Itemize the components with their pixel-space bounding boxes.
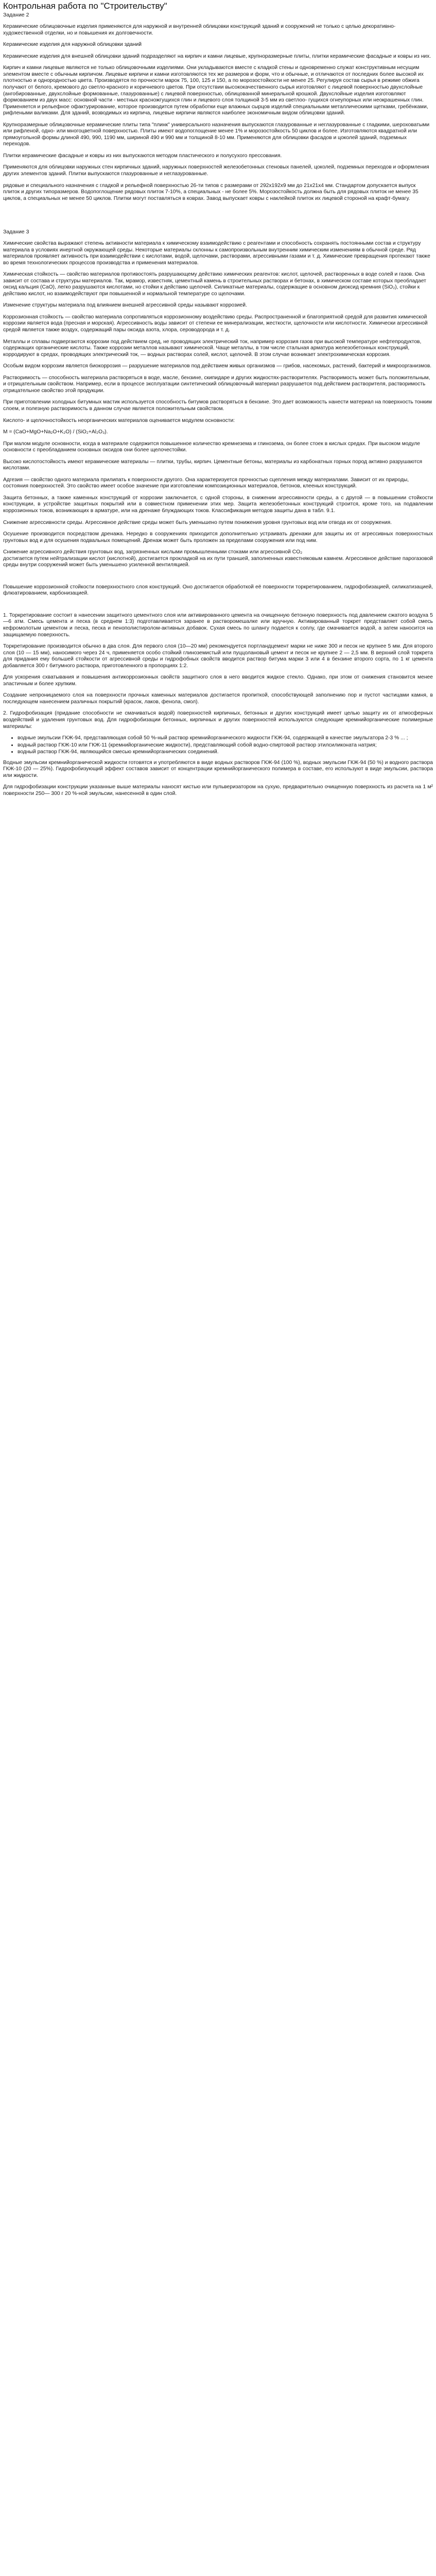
paragraph: Защита бетонных, а также каменных конструкций от коррозии заключается, с одной стороны, в снижении агрессивности среды, а с другой — в повышении стойкости конструкции, в устройстве защитных покрытий или в совместном применении этих мер. Защита железобетонных конструкций строится, кроме того, на подавлении коррозионных токов, возникающих в арматуре, или на дренаже блуждающих токов. Классификация методов защиты дана в табл. 9.1. xyxy=(3,495,433,514)
paragraph: Водные эмульсии кремнийорганической жидкости готовятся и употребляются в виде водных растворов ГКЖ-94 (100 %), водных эмульсии ГКЖ-94 (50 %) и водного раствора ГКЖ-10 (20 — 25%). Гидрофобизующий эффект составов зависит от концентрации кремнийорганического полимера в составе, его используют в виде эмульсии, раствора или жидкости. xyxy=(3,759,433,778)
materials-list xyxy=(3,735,433,756)
vertical-gap xyxy=(3,602,433,613)
section-heading: Задание 3 xyxy=(3,229,29,235)
paragraph: Керамические изделия для наружной облицовки зданий xyxy=(3,42,142,48)
paragraph: достигается путем нейтрализации кислот (кислотной), достигается прокладкой на их пути траншей, заполненных известняковым камнем. Агрессивное действие парогазовой среды внутри сооружений может быть уменьшено усиленной вентиляцией. xyxy=(3,555,433,568)
paragraph: рядовые и специального назначения с гладкой и рельефной поверхностью 26-ти типов с размерами от 292x192x9 мм до 21x21x4 мм. Стандартом допускается выпуск плиток и других типоразмеров. Водопоглощение рядовых плиток 7-10%, а специальных - не более 5%. Морозостойкость должна быть для рядовых плиток не менее 35 циклов, а специальных не менее 50 циклов. Плитки могут поставляться в коврах. Завод выпускает ковры с наклейкой плиток их лицевой стороной на крафт-бумагу. xyxy=(3,182,418,201)
paragraph: Керамические облицовочные изделия применяются для наружной и внутренней облицовки конструкций зданий и сооружений не только с целью декоративно-художественной отделки, но и повышения их долговечности. xyxy=(3,24,396,36)
paragraph: Адгезия — свойство одного материала прилипать к поверхности другого. Она характеризуется прочностью сцепления между материалами. Зависит от их природы, состояния поверхностей. Это свойство имеет особое значение при изготовлении композиционных материалов, бетонов, клееных конструкций. xyxy=(3,477,409,489)
paragraph: Снижение агрессивности среды. Агрессивное действие среды может быть уменьшено путем понижения уровня грунтовых вод или отвода их от сооружения. xyxy=(3,519,392,526)
paragraph: 2. Гидрофобизация (придание способности не смачиваться водой) поверхностей кирпичных, бетонных и других конструкций имеет целью защиту их от атмосферных воздействий и удаления грунтовых вод. Для гидрофобизации бетонных, кирпичных и других поверхностей используются следующие кремнийорганические полимерные материалы: xyxy=(3,710,433,730)
paragraph: Химические свойства выражают степень активности материала к химическому взаимодействию с реагентами и способность сохранять постоянными состав и структуру материала в условиях инертной окружающей среды. Некоторые материалы склонны к самопроизвольным внутренним химическим изменениям в обычной среде. Ряд материалов проявляет активность при взаимодействии с кислотами, водой, щелочами, растворами, агрессивными газами и т. д. Химические превращения протекают также во время технологических процессов производства и применения материалов. xyxy=(3,241,430,266)
paragraph: Особым видом коррозии является биокоррозия — разрушение материалов под действием живых организмов — грибов, насекомых, растений, бактерий и микроорганизмов. xyxy=(3,363,432,369)
paragraph: 1. Торкретирование состоит в нанесении защитного цементного слоя или активированного цемента на очищенную бетонную поверхность под давлением сжатого воздуха 5—6 атм. Смесь цемента и песка (в среднем 1:3) подготавливается заранее в растворомешалке или вручную. Активированный торкрет представляет собой смесь кефромолотым цементом и песка, песка и пенополистиролом-активных добавок. Сухая смесь по шлангу подается к соплу, где смачивается водой, а затем наносится на защищаемую поверхность. xyxy=(3,612,433,638)
paragraph: Кирпич и камни лицевые являются не только облицовочными изделиями. Они укладываются вместе с кладкой стены и одновременно служат конструктивным несущим элементом вместе с обычным кирпичом. Лицевые кирпичи и камни изготовляются тех же размеров и форм, что и обычные, и отличаются от последних более высокой их плотностью и однородностью цвета. Производятся по прочности марок 75, 100, 125 и 150, а по морозостойкости не менее 25. Регулируя состав сырья в режиме обжига получают от белого, кремового до светло-красного и коричневого цветов. При отсутствии высококачественного сырья изготовляют с лицевой поверхностью двухслойные (ангобированные, двухслойные формованные, глазурованные) с лицевой поверхностью, облицованной минеральной крошкой. Двухслойные изделия изготовляют формованием из двух масс: основной части - местных красножгущихся глин и лицевого слоя толщиной 3-5 мм из светлоо- гущихся огнеупорных или неокрашенных глин. Применяется и рельефное офактурирование, которое производится путем обработки еще влажных сырцов изделий специальными металлическими щетками, гребёнками, рифлеными валиками. Для зданий, возводимых из кирпича, лицевые кирпичи являются наиболее экономичным видом облицовки зданий. xyxy=(3,65,428,116)
section-task-2 xyxy=(3,12,433,202)
paragraph: Металлы и сплавы подвергаются коррозии под действием сред, не проводящих электрический ток, например коррозия газов при высокой температуре нефтепродуктов, содержащих органические кислоты. Также коррозии металлов называют химической. Чаще металлы, в том числе стальная арматура железобетонных конструкций, корродируют в средах, проводящих электрический ток, — водных растворах солей, кислот, щелочей. В этом случае возникает электрохимическая коррозия. xyxy=(3,338,422,358)
paragraph: Кислото- и щелочностойкость неорганических материалов оценивается модулем основности: xyxy=(3,417,235,423)
document-title: Контрольная работа по "Строительству" xyxy=(3,1,167,11)
paragraph: При малом модуле основности, когда в материале содержится повышенное количество кремнезема и глинозема, он более стоек в кислых средах. При высоком модуле основности с преобладанием основных оксидов они более щелочестойки. xyxy=(3,440,421,453)
paragraph: Повышение коррозионной стойкости поверхностного слоя конструкций. Оно достигается обработкой её поверхности торкретированием, гидрофобизацией, силикатизацией, флюатированием, карбонизацией. xyxy=(3,584,433,597)
list-item: • водные эмульсии ГКЖ-94, представляющая собой 50 %-ный раствор кремнийорганического жидкости ГКЖ-94, содержащей в качестве эмульгатора 2-3 % ... ; xyxy=(18,735,433,742)
paragraph: При приготовлении холодных битумных мастик используется способность битумов растворяться в бензине. Это дает возможность нанести материал на поверхность тонким слоем, и полезную растворимость в данном случае является положительным свойством. xyxy=(3,399,432,412)
document xyxy=(0,0,436,797)
paragraph: Применяются для облицовки наружных стен кирпичных зданий, наружных поверхностей железобетонных стеновых панелей, цоколей, подземных переходов и оформления других элементов зданий. Плитки выпускаются глазурованные и неглазурованные. xyxy=(3,164,429,177)
formula: M = (CaO+MgO+Na₂O+K₂O) / (SiO₂+Al₂O₃). xyxy=(3,429,108,435)
section-torkret xyxy=(3,613,433,706)
paragraph: Химическая стойкость — свойство материалов противостоять разрушающему действию химических реагентов: кислот, щелочей, растворенных в воде солей и газов. Она зависит от состава и структуры материалов. Так, мрамор, известняк, цементный камень в строительных растворах и бетонах, в химическом составе которых преобладает оксид кальция (CaO), легко разрушаются кислотами, но стойки к действию щелочей. Силикатные материалы, содержащие в основном диоксид кремния (SiO₂), стойки к действию кислот, но взаимодействуют при повышенной и нормальной температуре со щелочами. xyxy=(3,272,427,297)
paragraph: Высоко кислотостойкость имеют керамические материалы — плитки, трубы, кирпич. Цементные бетоны, материалы из карбонатных горных пород активно разрушаются кислотами. xyxy=(3,459,423,471)
paragraph: Крупноразмерные облицовочные керамические плиты типа "плинк" универсального назначения выпускаются глазурованные и неглазурованные с гладкими, шероховатыми или рифленой, одно- или многоцветной поверхностью. Плиты имеют водопоглощение менее 1% и морозостойкость 50 циклов и более. Изготовляются квадратной или прямоугольной формы длиной 490, 990, 1190 мм, шириной 490 и 990 мм и толщиной 8-10 мм. Применяются для облицовки фасадов и цоколей зданий, подземных переходов. xyxy=(3,122,430,147)
paragraph: Изменение структуры материала под влиянием внешней агрессивной среды называют коррозией. xyxy=(3,302,247,309)
paragraph: Торкретирование производится обычно в два слоя. Для первого слоя (10—20 мм) рекомендуется портландцемент марки не ниже 300 и песок не крупнее 5 мм. Для второго слоя (10 — 15 мм), наносимого через 24 ч, применяется особо стойкий глиноземистый или пуццолановый цемент и песок не крупнее 2 — 2,5 мм. В верхний слой торкрета для придания ему большей стойкости от агрессивной среды и гидрофобных свойств вводится раствор битума марки 3 или 4 в бензине второго сорта, по 1 кг цемента добавляется 300 г битумного раствора, приготовленного в пропорциях 1:2. xyxy=(3,643,433,669)
section-task-3 xyxy=(3,229,433,597)
paragraph: Осушение производится посредством дренажа. Нередко в сооружениях приходится дополнительно устраивать дренажи для защиты их от агрессивных поверхностных грунтовых вод и для осушения подвальных помещений. Дренаж может быть проложен за пределами сооружения или под ним. xyxy=(3,531,433,544)
list-item: • водный раствор ГКЖ-94, являющийся смесью кремнийорганических соединений. xyxy=(18,749,433,756)
paragraph: Для ускорения схватывания и повышения антикоррозионных свойств защитного слоя в него вводится жидкое стекло. Однако, при этом от снижения становится менее эластичным и более хрупким. xyxy=(3,674,433,687)
paragraph: Снижение агрессивного действия грунтовых вод, загрязненных кислыми промышленными стоками или агрессивной CO₂ xyxy=(3,549,303,555)
paragraph: Создание непроницаемого слоя на поверхности прочных каменных материалов достигается пропиткой, способствующей заполнению пор и пустот частицами камня, в последующем нанесением различных покрытий (красок, лаков, фенола, смол). xyxy=(3,692,433,705)
paragraph: Растворимость — способность материала растворяться в воде, масле, бензине, скипидаре и других жидкостях-растворителях. Растворимость может быть положительным, и отрицательным свойством. Например, если в процессе эксплуатации синтетический облицовочный материал разрушается под действием растворителя, растворимость отрицательное свойство этой продукции. xyxy=(3,375,430,394)
section-heading: Задание 2 xyxy=(3,12,29,19)
vertical-gap xyxy=(3,574,433,584)
paragraph: Для гидрофобизации конструкции указанные выше материалы наносят кистью или пульверизатором на сухую, предварительно очищенную поверхность из расчета на 1 м² поверхности 250— 300 г 20 %-ной эмульсии, нанесенной в один слой. xyxy=(3,784,433,796)
paragraph: Коррозионная стойкость — свойство материала сопротивляться коррозионному воздействию среды. Распространенной и благоприятной средой для развития химической коррозии является вода (пресная и морская). Агрессивность воды зависит от степени ее минерализации, жесткости, щелочности или кислотности. Химически агрессивной средой является также воздух, содержащий пары оксида азота, хлора, сероводорода и т. д. xyxy=(3,314,428,333)
vertical-gap xyxy=(3,207,433,229)
paragraph: Плитки керамические фасадные и ковры из них выпускаются методом пластического и полусухого прессования. xyxy=(3,152,282,159)
list-item: • водный раствор ГКЖ-10 или ГКЖ-11 (кремнийорганические жидкости), представляющий собой водно-спиртовой раствор этилсиликоната натрия; xyxy=(18,742,433,749)
section-hydrophobization xyxy=(3,710,433,797)
paragraph: Керамические изделия для внешней облицовки зданий подразделяют на кирпич и камни лицевые, крупноразмерные плиты, плитки керамические фасадные и ковры из них. xyxy=(3,53,431,59)
